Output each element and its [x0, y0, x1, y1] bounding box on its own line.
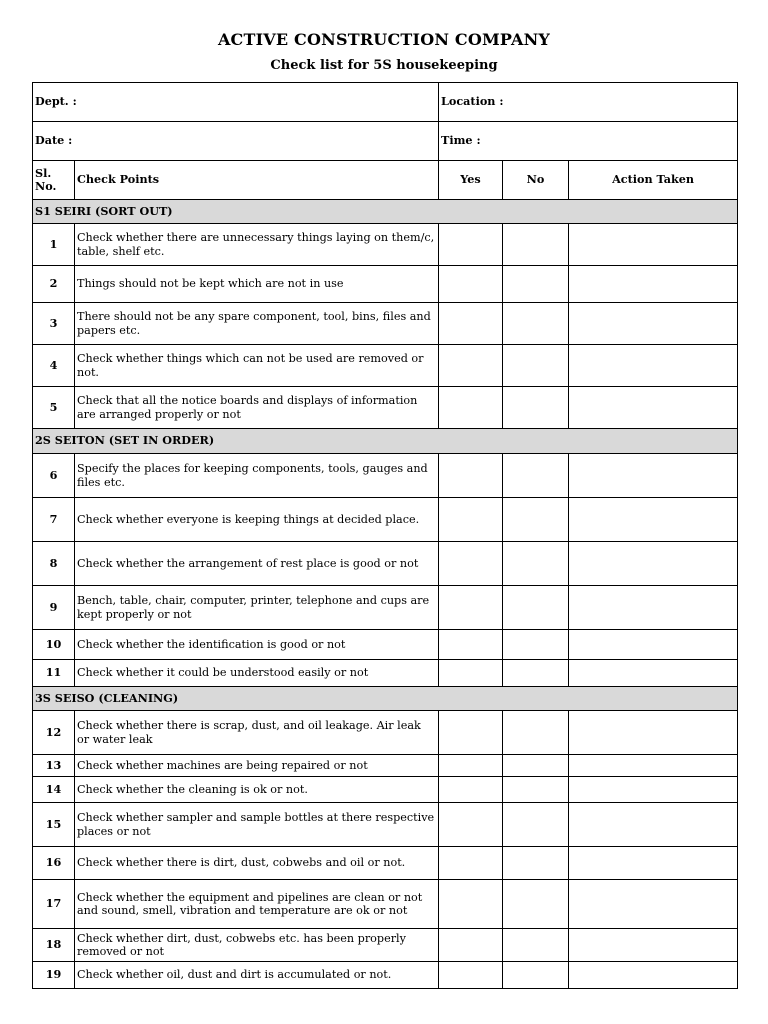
yes-cell[interactable]	[439, 266, 503, 303]
checklist-table	[32, 82, 738, 989]
yes-cell[interactable]	[439, 962, 503, 989]
item-number: 1	[33, 224, 75, 266]
no-cell[interactable]	[503, 542, 569, 586]
action-taken-cell[interactable]	[569, 847, 738, 880]
check-point-text: Check whether the arrangement of rest place is good or not	[75, 542, 439, 586]
checklist-row	[33, 266, 738, 303]
action-taken-cell[interactable]	[569, 224, 738, 266]
check-point-text: Check whether things which can not be used are removed or not.	[75, 345, 439, 387]
item-number: 15	[33, 803, 75, 847]
checklist-row	[33, 224, 738, 266]
no-cell[interactable]	[503, 387, 569, 429]
action-taken-header: Action Taken	[569, 161, 738, 200]
check-point-text: Check whether dirt, dust, cobwebs etc. has been properly removed or not	[75, 929, 439, 962]
no-cell[interactable]	[503, 803, 569, 847]
no-cell[interactable]	[503, 224, 569, 266]
checklist-row	[33, 345, 738, 387]
check-point-text: Check that all the notice boards and displays of information are arranged properly or not	[75, 387, 439, 429]
no-cell[interactable]	[503, 847, 569, 880]
checklist-row	[33, 586, 738, 630]
no-cell[interactable]	[503, 962, 569, 989]
item-number: 3	[33, 303, 75, 345]
check-point-text: Check whether sampler and sample bottles at there respective places or not	[75, 803, 439, 847]
checklist-row	[33, 847, 738, 880]
yes-cell[interactable]	[439, 803, 503, 847]
check-point-text: Check whether everyone is keeping things at decided place.	[75, 498, 439, 542]
item-number: 6	[33, 454, 75, 498]
action-taken-cell[interactable]	[569, 711, 738, 755]
checklist-row	[33, 498, 738, 542]
sl-no-header: Sl. No.	[33, 161, 75, 200]
item-number: 9	[33, 586, 75, 630]
no-cell[interactable]	[503, 880, 569, 929]
no-cell[interactable]	[503, 586, 569, 630]
section-header-row	[33, 429, 738, 454]
check-point-text: Check whether it could be understood easily or not	[75, 660, 439, 687]
yes-cell[interactable]	[439, 454, 503, 498]
no-cell[interactable]	[503, 266, 569, 303]
yes-cell[interactable]	[439, 880, 503, 929]
check-point-text: Specify the places for keeping components, tools, gauges and files etc.	[75, 454, 439, 498]
checklist-row	[33, 630, 738, 660]
action-taken-cell[interactable]	[569, 266, 738, 303]
action-taken-cell[interactable]	[569, 755, 738, 777]
check-point-text: Check whether there is dirt, dust, cobwebs and oil or not.	[75, 847, 439, 880]
checklist-row	[33, 303, 738, 345]
action-taken-cell[interactable]	[569, 303, 738, 345]
date-field[interactable]: Date :	[33, 122, 439, 161]
no-cell[interactable]	[503, 660, 569, 687]
no-cell[interactable]	[503, 303, 569, 345]
action-taken-cell[interactable]	[569, 387, 738, 429]
no-cell[interactable]	[503, 345, 569, 387]
no-cell[interactable]	[503, 454, 569, 498]
item-number: 10	[33, 630, 75, 660]
company-title: ACTIVE CONSTRUCTION COMPANY	[217, 30, 551, 49]
yes-cell[interactable]	[439, 777, 503, 803]
check-points-header: Check Points	[75, 161, 439, 200]
item-number: 2	[33, 266, 75, 303]
checklist-row	[33, 387, 738, 429]
check-point-text: Check whether there is scrap, dust, and oil leakage. Air leak or water leak	[75, 711, 439, 755]
item-number: 7	[33, 498, 75, 542]
section-title: 2S SEITON (SET IN ORDER)	[33, 429, 738, 454]
checklist-row	[33, 962, 738, 989]
yes-cell[interactable]	[439, 660, 503, 687]
section-title: 3S SEISO (CLEANING)	[33, 687, 738, 711]
action-taken-cell[interactable]	[569, 880, 738, 929]
yes-cell[interactable]	[439, 498, 503, 542]
item-number: 11	[33, 660, 75, 687]
checklist-row	[33, 542, 738, 586]
location-field[interactable]: Location :	[439, 83, 738, 122]
item-number: 16	[33, 847, 75, 880]
check-point-text: Bench, table, chair, computer, printer, telephone and cups are kept properly or not	[75, 586, 439, 630]
check-point-text: There should not be any spare component, tool, bins, files and papers etc.	[75, 303, 439, 345]
action-taken-cell[interactable]	[569, 777, 738, 803]
yes-cell[interactable]	[439, 387, 503, 429]
check-point-text: Check whether the equipment and pipelines are clean or not and sound, smell, vibration and temperature are ok or not	[75, 880, 439, 929]
action-taken-cell[interactable]	[569, 660, 738, 687]
yes-cell[interactable]	[439, 755, 503, 777]
yes-cell[interactable]	[439, 224, 503, 266]
section-header-row	[33, 687, 738, 711]
item-number: 12	[33, 711, 75, 755]
action-taken-cell[interactable]	[569, 345, 738, 387]
action-taken-cell[interactable]	[569, 803, 738, 847]
no-cell[interactable]	[503, 929, 569, 962]
no-cell[interactable]	[503, 777, 569, 803]
action-taken-cell[interactable]	[569, 498, 738, 542]
action-taken-cell[interactable]	[569, 630, 738, 660]
yes-cell[interactable]	[439, 847, 503, 880]
yes-cell[interactable]	[439, 586, 503, 630]
checklist-row	[33, 454, 738, 498]
section-title: S1 SEIRI (SORT OUT)	[33, 200, 738, 224]
dept-location-row	[33, 83, 738, 122]
action-taken-cell[interactable]	[569, 542, 738, 586]
action-taken-cell[interactable]	[569, 929, 738, 962]
column-header-row	[33, 161, 738, 200]
no-cell[interactable]	[503, 498, 569, 542]
yes-cell[interactable]	[439, 345, 503, 387]
checklist-row	[33, 711, 738, 755]
check-point-text: Check whether oil, dust and dirt is accumulated or not.	[75, 962, 439, 989]
check-point-text: Check whether the identification is good or not	[75, 630, 439, 660]
no-cell[interactable]	[503, 755, 569, 777]
checklist-row	[33, 880, 738, 929]
no-header: No	[503, 161, 569, 200]
checklist-row	[33, 929, 738, 962]
checklist-row	[33, 803, 738, 847]
date-time-row	[33, 122, 738, 161]
check-point-text: Check whether there are unnecessary things laying on them/c, table, shelf etc.	[75, 224, 439, 266]
item-number: 17	[33, 880, 75, 929]
dept-field[interactable]: Dept. :	[33, 83, 439, 122]
action-taken-cell[interactable]	[569, 962, 738, 989]
checklist-row	[33, 755, 738, 777]
section-header-row	[33, 200, 738, 224]
yes-cell[interactable]	[439, 630, 503, 660]
check-point-text: Things should not be kept which are not in use	[75, 266, 439, 303]
no-cell[interactable]	[503, 711, 569, 755]
yes-cell[interactable]	[439, 542, 503, 586]
yes-cell[interactable]	[439, 929, 503, 962]
yes-cell[interactable]	[439, 303, 503, 345]
checklist-row	[33, 660, 738, 687]
check-point-text: Check whether the cleaning is ok or not.	[75, 777, 439, 803]
yes-header: Yes	[439, 161, 503, 200]
item-number: 13	[33, 755, 75, 777]
no-cell[interactable]	[503, 630, 569, 660]
yes-cell[interactable]	[439, 711, 503, 755]
action-taken-cell[interactable]	[569, 454, 738, 498]
checklist-subtitle: Check list for 5S housekeeping	[270, 58, 498, 73]
item-number: 18	[33, 929, 75, 962]
item-number: 14	[33, 777, 75, 803]
item-number: 4	[33, 345, 75, 387]
check-point-text: Check whether machines are being repaired or not	[75, 755, 439, 777]
time-field[interactable]: Time :	[439, 122, 738, 161]
checklist-row	[33, 777, 738, 803]
item-number: 19	[33, 962, 75, 989]
action-taken-cell[interactable]	[569, 586, 738, 630]
item-number: 5	[33, 387, 75, 429]
item-number: 8	[33, 542, 75, 586]
